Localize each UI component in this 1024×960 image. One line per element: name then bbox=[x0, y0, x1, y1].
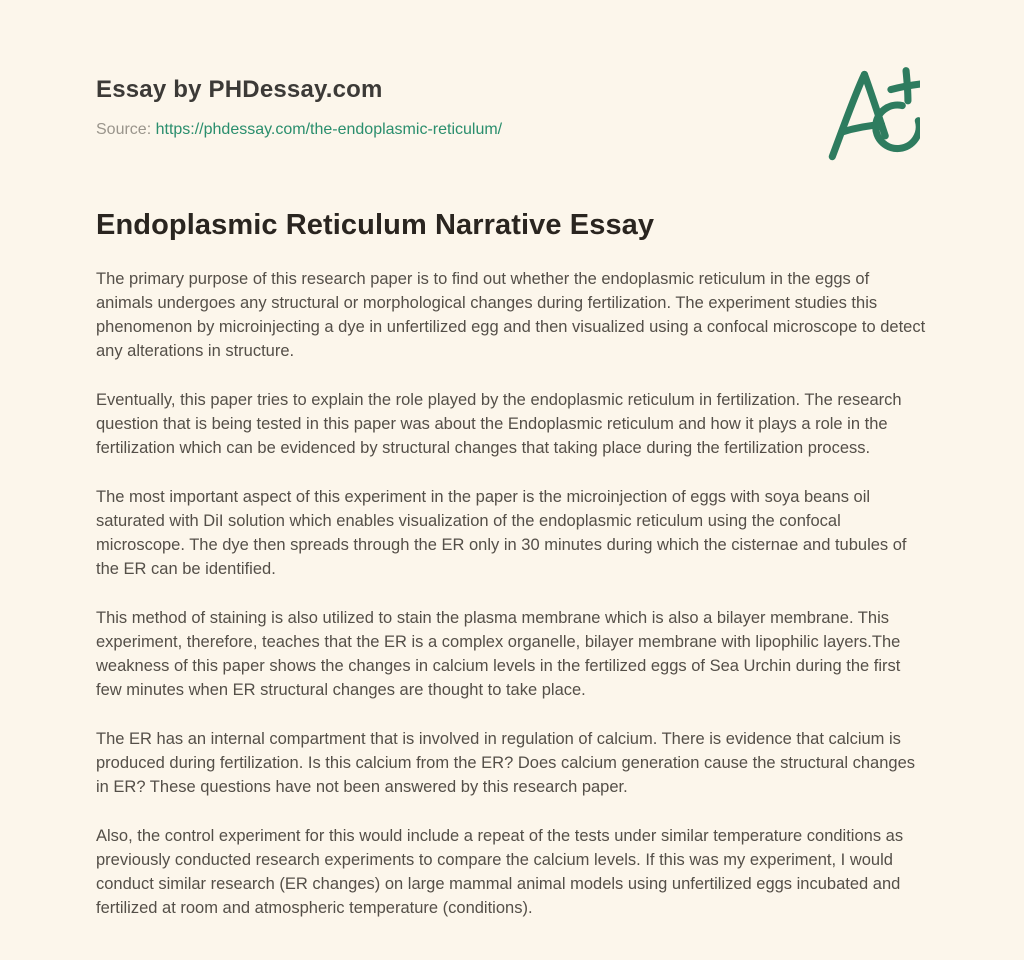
brand-title: Essay by PHDessay.com bbox=[96, 76, 383, 103]
page-header bbox=[96, 76, 928, 139]
essay-paragraph: This method of staining is also utilized to stain the plasma membrane which is also a bilayer membrane. This experiment, therefore, teaches that the ER is a complex organelle, bilayer membrane with lipophilic layers.The weakness of this paper shows the changes in calcium levels in the fertilized eggs of Sea Urchin during the first few minutes when ER structural changes are thought to take place. bbox=[96, 609, 901, 699]
essay-paragraph: The primary purpose of this research paper is to find out whether the endoplasmic reticulum in the eggs of animals undergoes any structural or morphological changes during fertilization. The experiment studies this phenomenon by microinjecting a dye in unfertilized egg and then visualized using a confocal microscope to detect any alterations in structure. bbox=[96, 270, 926, 360]
essay-paragraph: The most important aspect of this experiment in the paper is the microinjection of eggs with soya beans oil saturated with DiI solution which enables visualization of the endoplasmic reticulum using the confocal microscope. The dye then spreads through the ER only in 30 minutes during which the cisternae and tubules of the ER can be identified. bbox=[96, 488, 907, 578]
essay-paragraph: The ER has an internal compartment that is involved in regulation of calcium. There is evidence that calcium is produced during fertilization. Is this calcium from the ER? Does calcium generation cause the structural changes in ER? These questions have not been answered by this research paper. bbox=[96, 730, 915, 796]
source-link[interactable]: https://phdessay.com/the-endoplasmic-reticulum/ bbox=[155, 121, 503, 138]
a-plus-logo-icon bbox=[824, 64, 920, 168]
source-label: Source: bbox=[96, 121, 152, 138]
essay-paragraph: Also, the control experiment for this would include a repeat of the tests under similar temperature conditions as previously conducted research experiments to compare the calcium levels. If this was my experiment, I would conduct similar research (ER changes) on large mammal animal models using unfertilized eggs incubated and fertilized at room and atmospheric temperature (conditions). bbox=[96, 827, 904, 917]
essay-content bbox=[96, 209, 928, 920]
source-line bbox=[96, 121, 928, 139]
essay-paragraph: Eventually, this paper tries to explain the role played by the endoplasmic reticulum in fertilization. The research question that is being tested in this paper was about the Endoplasmic reticulum and how it plays a role in the fertilization which can be evidenced by structural changes that taking place during the fertilization process. bbox=[96, 391, 902, 457]
essay-title: Endoplasmic Reticulum Narrative Essay bbox=[96, 209, 655, 241]
